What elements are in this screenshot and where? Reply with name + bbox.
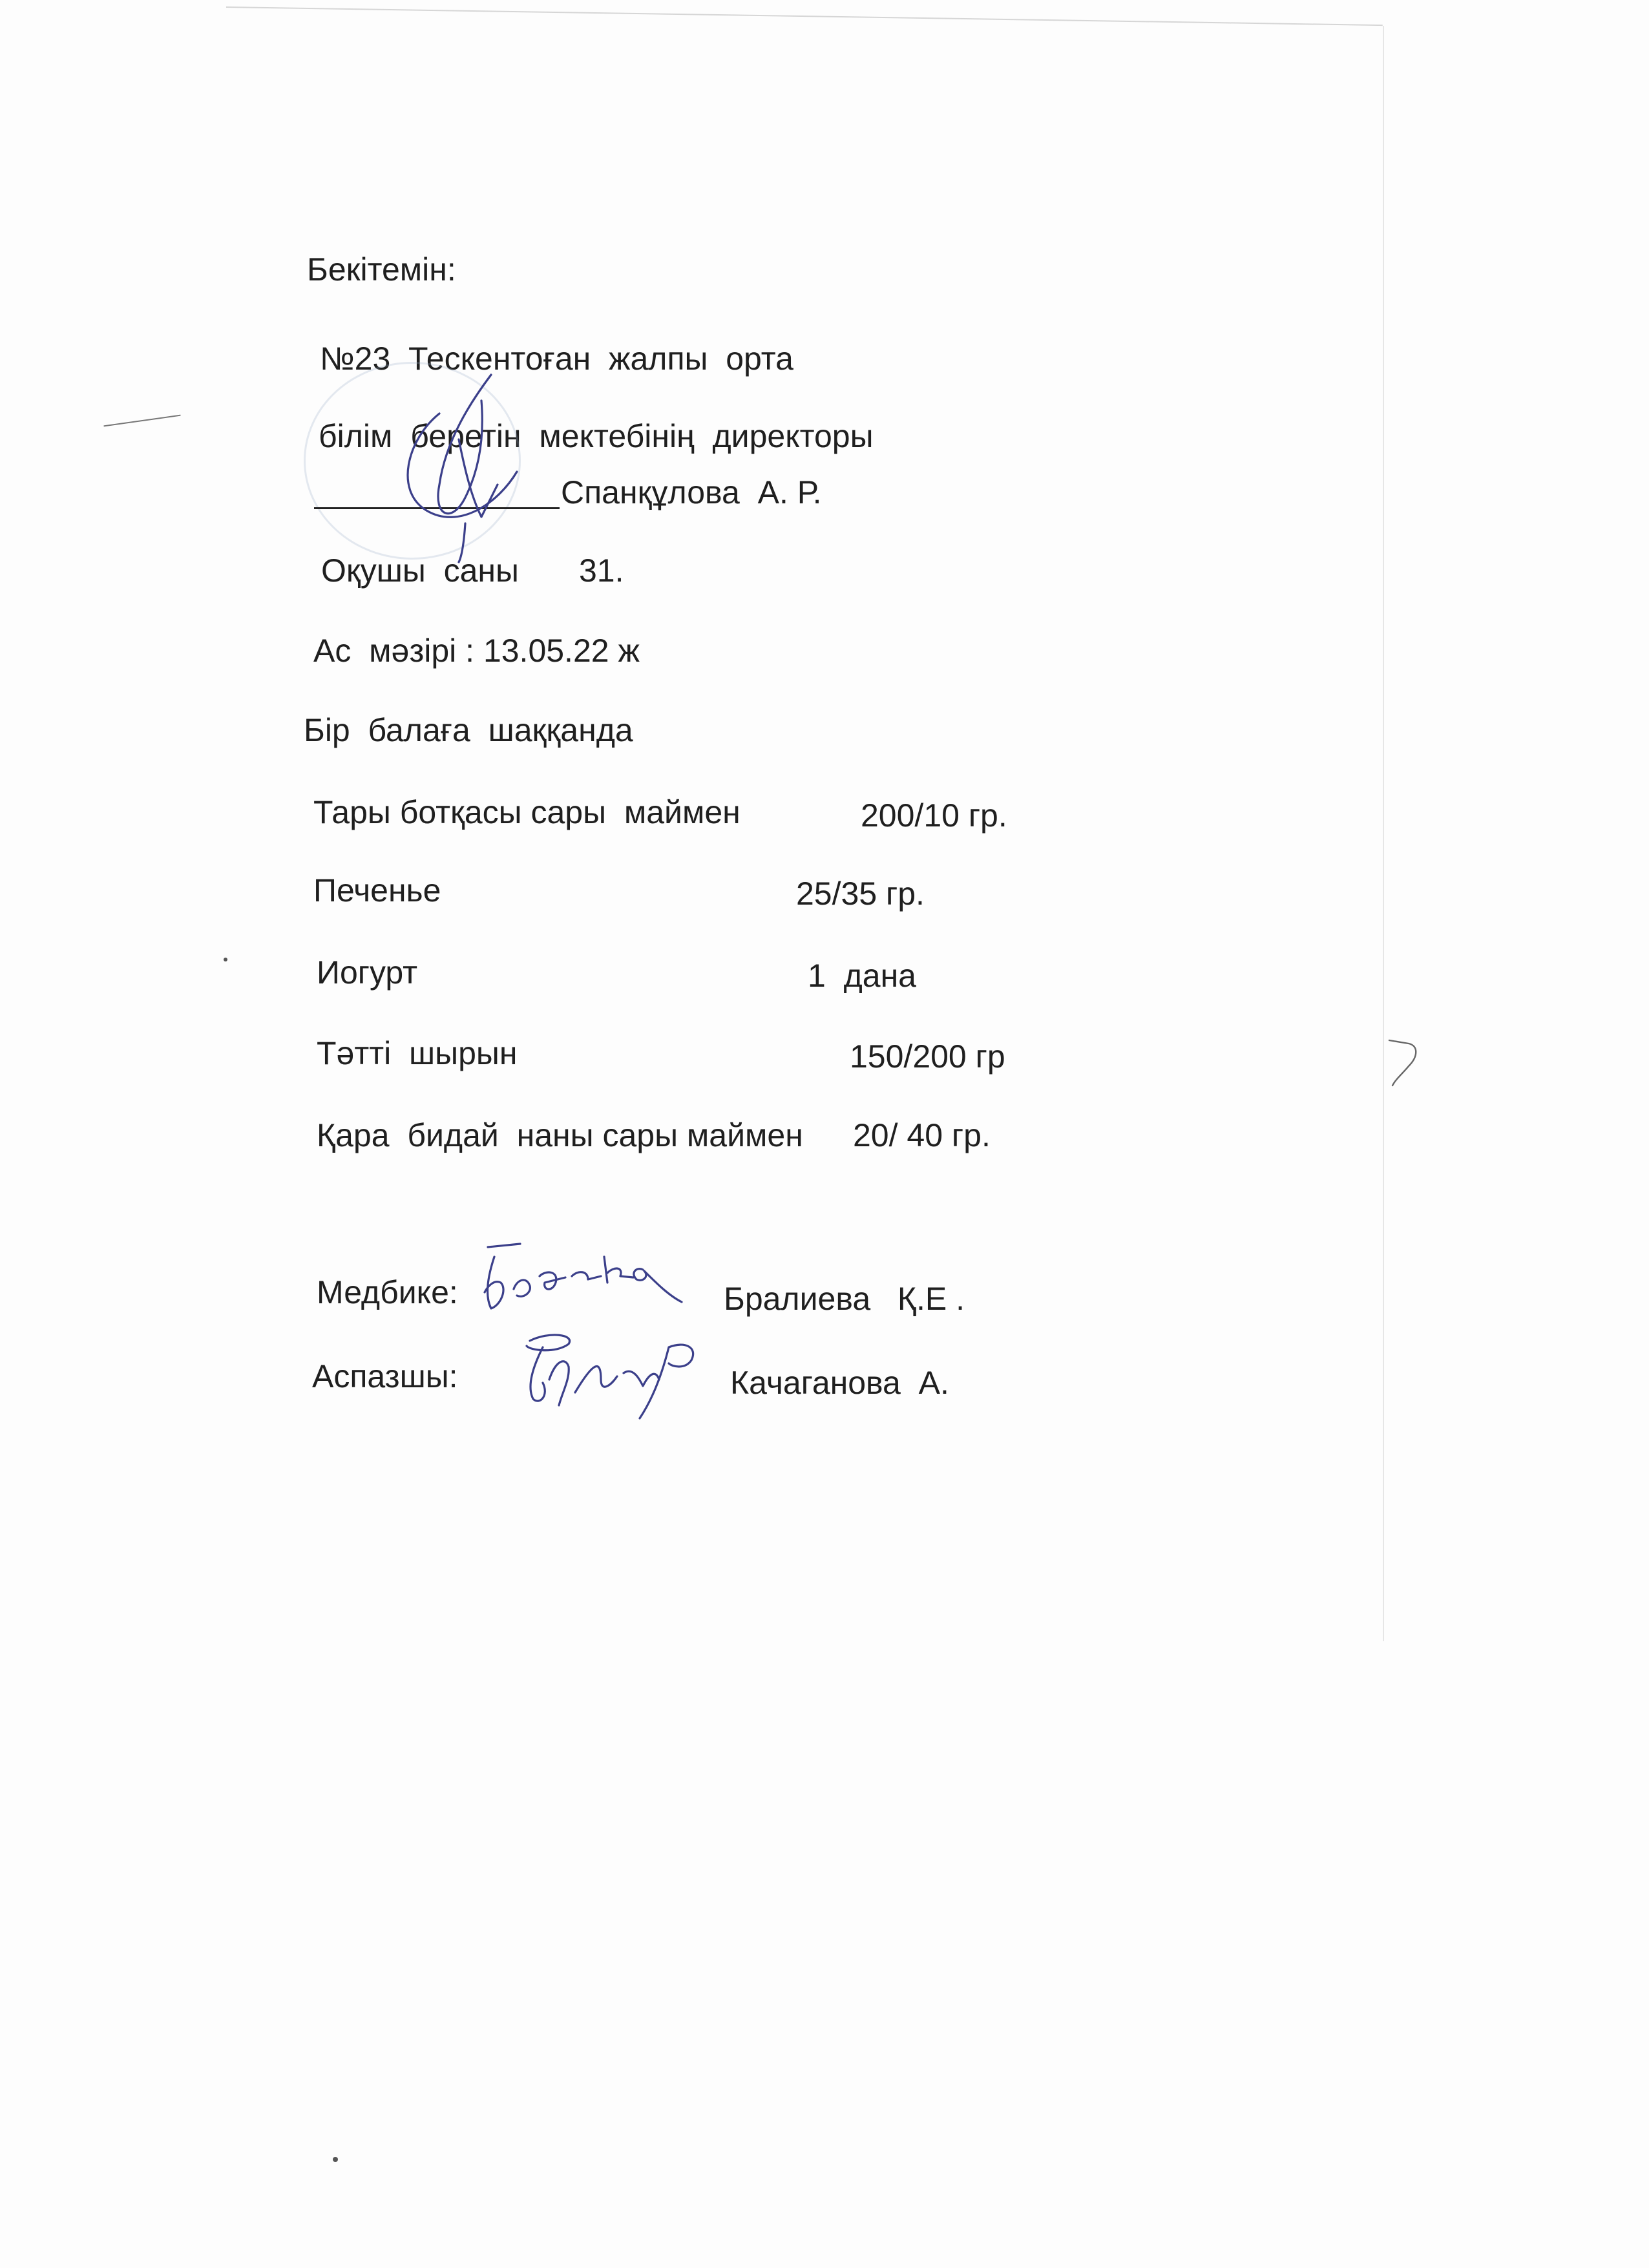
menu-item-amount: 25/35 гр. — [796, 876, 925, 912]
menu-item-amount: 150/200 гр — [850, 1038, 1005, 1075]
scan-speck — [333, 2157, 338, 2162]
director-name: Спанқұлова А. Р. — [561, 474, 822, 510]
menu-item-name: Иогурт — [317, 954, 418, 991]
menu-item-amount: 1 дана — [808, 958, 916, 994]
student-count-value: 31. — [579, 552, 624, 589]
nurse-signature — [475, 1231, 695, 1328]
nurse-label: Медбике: — [317, 1274, 458, 1310]
menu-item-name: Печенье — [313, 872, 441, 908]
cook-label: Аспазшы: — [312, 1358, 458, 1394]
menu-item-name: Қара бидай наны сары маймен — [317, 1117, 803, 1153]
cook-name: Качаганова А. — [730, 1365, 949, 1401]
director-signature — [368, 362, 536, 569]
school-name-line2: білім беретін мектебінің директоры — [319, 418, 874, 454]
menu-item-amount: 20/ 40 гр. — [853, 1117, 991, 1153]
menu-item-name: Тәтті шырын — [317, 1035, 518, 1071]
menu-item-amount: 200/10 гр. — [861, 797, 1007, 834]
school-name-line1: №23 Тескентоған жалпы орта — [320, 341, 793, 377]
scan-edge-right — [1383, 26, 1384, 1641]
nurse-name: Бралиева Қ.Е . — [724, 1281, 965, 1317]
per-child-label: Бір балаға шаққанда — [304, 712, 633, 748]
scan-speck — [224, 958, 227, 961]
scan-speck — [103, 415, 180, 427]
margin-mark — [1383, 1027, 1441, 1098]
approval-heading: Бекітемін: — [307, 251, 456, 288]
cook-signature — [504, 1321, 724, 1431]
student-count-label: Оқушы саны — [321, 552, 519, 589]
menu-date: Ас мәзірі : 13.05.22 ж — [313, 633, 640, 669]
scan-edge-top — [226, 6, 1383, 26]
menu-item-name: Тары ботқасы сары маймен — [313, 794, 740, 830]
